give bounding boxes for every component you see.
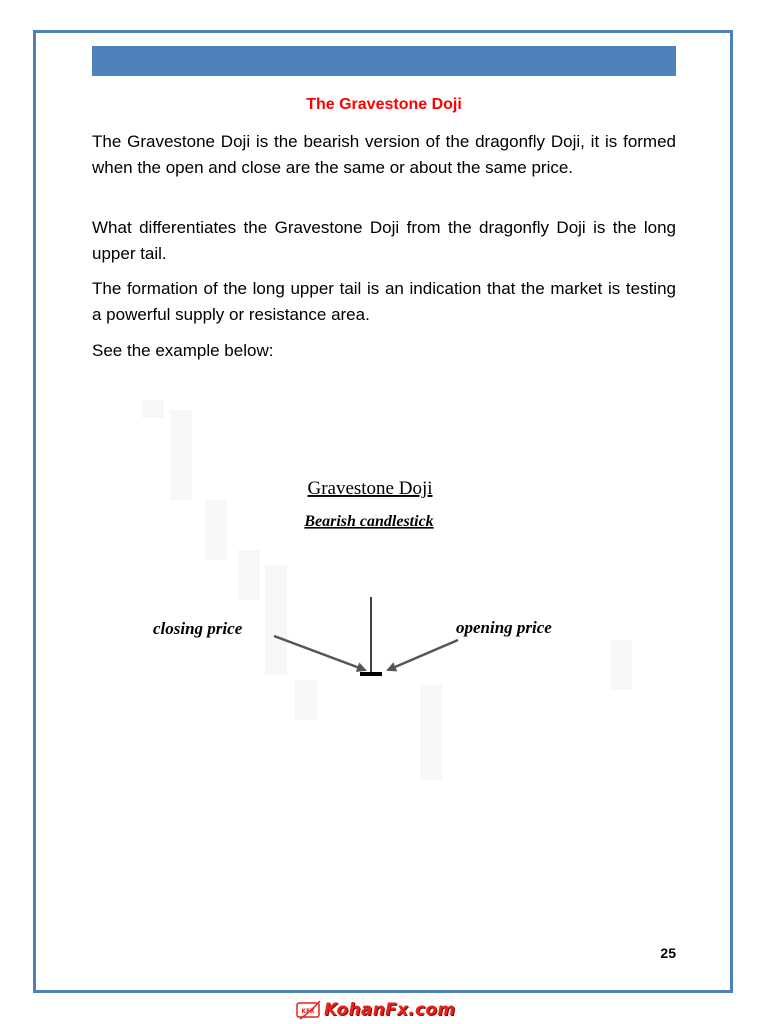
kfx-badge-text: KFX <box>301 1008 315 1015</box>
background-ghost-bars <box>142 400 632 780</box>
opening-price-arrow <box>388 640 458 670</box>
closing-price-arrow <box>274 636 365 670</box>
kfx-badge-icon <box>296 999 322 1021</box>
figure-canvas <box>120 390 680 790</box>
logo-text: KohanFx.com <box>324 1000 456 1020</box>
kohanfx-logo <box>296 998 455 1022</box>
paragraph-1: The Gravestone Doji is the bearish version of the dragonfly Doji, it is formed when the open and close are the same or about the same price. <box>92 132 676 177</box>
paragraph-2: What differentiates the Gravestone Doji from the dragonfly Doji is the long upper tail. <box>92 218 676 263</box>
page-number: 25 <box>660 945 676 961</box>
paragraph-4: See the example below: <box>92 341 274 360</box>
gravestone-doji-candle <box>360 597 382 676</box>
paragraph-3: The formation of the long upper tail is an indication that the market is testing a powerful supply or resistance area. <box>92 279 676 324</box>
gravestone-doji-figure <box>120 390 680 790</box>
header-bar <box>92 46 676 76</box>
section-title: The Gravestone Doji <box>306 96 462 113</box>
closing-price-label: closing price <box>153 619 243 638</box>
figure-subtitle: Bearish candlestick <box>304 513 434 530</box>
figure-title: Gravestone Doji <box>307 478 433 499</box>
opening-price-label: opening price <box>456 618 552 637</box>
doji-body <box>360 672 382 676</box>
